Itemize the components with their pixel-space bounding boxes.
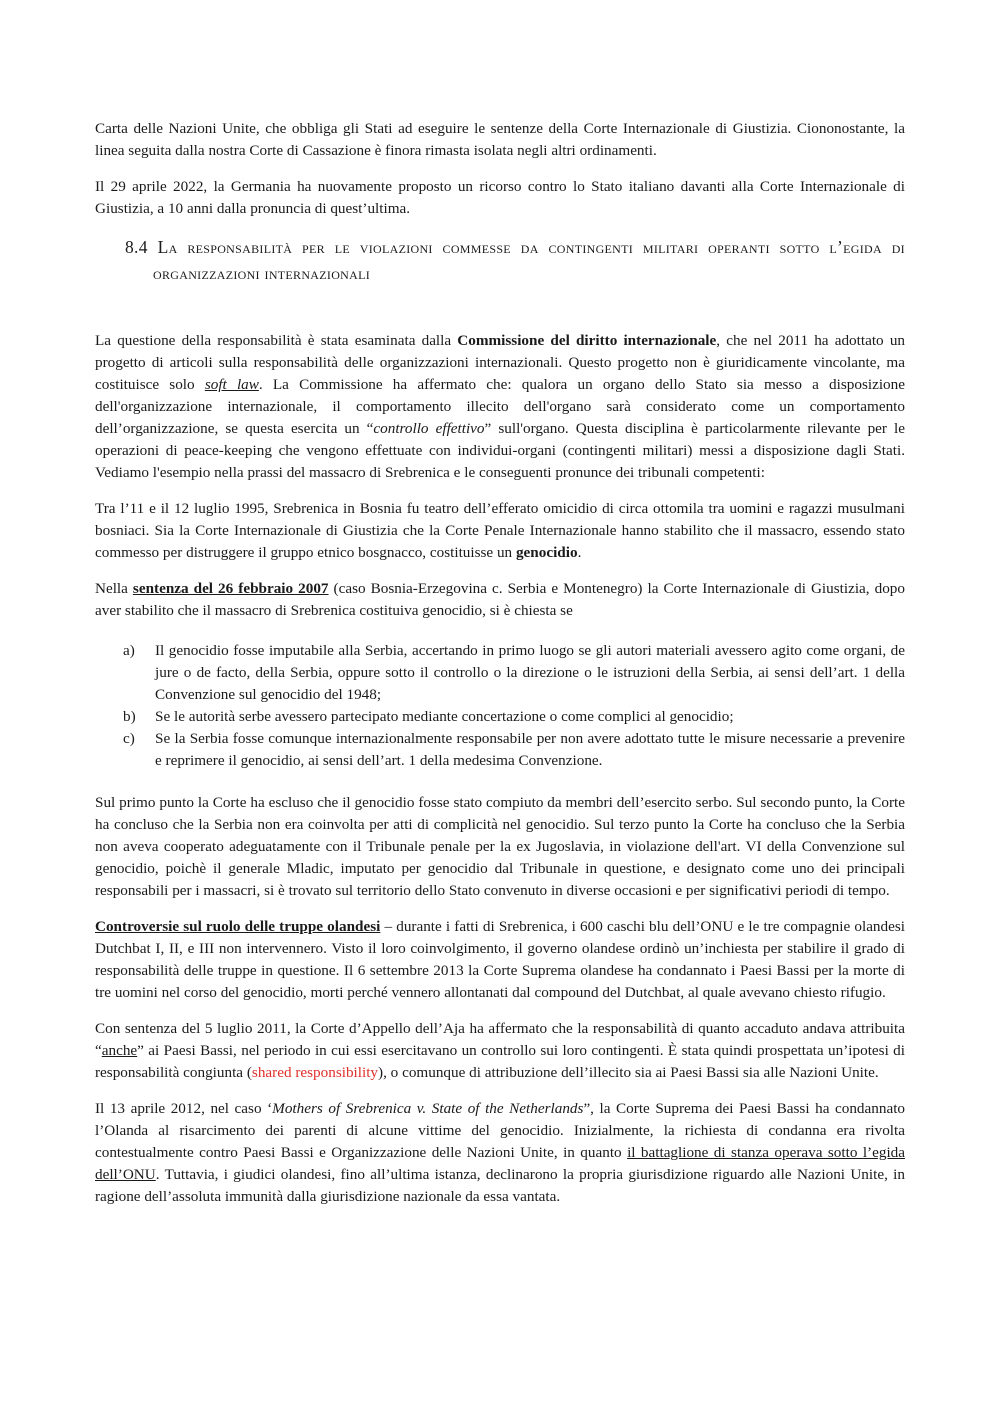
case-name: Mothers of Srebrenica v. State of the Netherlands [272,1100,584,1117]
battaglione-underlined: il battaglione di stanza operava sotto l’egida dell’ONU [95,1144,905,1183]
paragraph-carta-nazioni-unite: Carta delle Nazioni Unite, che obbliga gli Stati ad eseguire le sentenze della Corte Internazionale di Giustizia. Ciononostante, la linea seguita dalla nostra Corte di Cassazione è finora rimasta isolata negli altri ordinamenti. [95,120,905,159]
list-item: c) Se la Serbia fosse comunque internazionalmente responsabile per non avere adottato tutte le misure necessarie a prevenire e reprimere il genocidio, ai sensi dell’art. 1 della medesima Convenzione. [123,730,905,769]
section-heading [125,234,905,286]
paragraph-commissione: La questione della responsabilità è stata esaminata dalla Commissione del diritto internazionale, che nel 2011 ha adottato un progetto di articoli sulla responsabilità delle organizzazioni internazionali. Questo progetto non è giuridicamente vincolante, ma costituisce solo soft law. La Commissione ha affermato che: qualora un organo dello Stato sia messo a disposizione dell'organizzazione internazionale, il comportamento illecito dell'organo sarà considerato come un comportamento dell’organizzazione, se questa esercita un “controllo effettivo” sull'organo. Questa disciplina è particolarmente rilevante per le operazioni di peace-keeping che vengono effettuate con individui-organi (contingenti militari) messi a disposizione dagli Stati. Vediamo l'esempio nella prassi del massacro di Srebrenica e le conseguenti pronunce dei tribunali competenti: [95,332,906,481]
section-title: a responsabilità per le violazioni commesse da contingenti militari operanti sotto l’egida di organizzazioni internazionali [153,237,905,283]
list-item: b) Se le autorità serbe avessero partecipato mediante concertazione o come complici al genocidio; [123,708,734,725]
list-item: a) Il genocidio fosse imputabile alla Serbia, accertando in primo luogo se gli autori materiali avessero agito come organi, de jure o de facto, della Serbia, oppure sotto il controllo o la direzione o le istruzioni della Serbia, ai sensi dell’art. 1 della Convenzione sul genocidio del 1948; [123,642,905,703]
paragraph-sentenza-2007: Nella sentenza del 26 febbraio 2007 (caso Bosnia-Erzegovina c. Serbia e Montenegro) la Corte Internazionale di Giustizia, dopo aver stabilito che il massacro di Srebrenica costituiva genocidio, si è chiesta se [95,580,905,619]
sentenza-2007-link: sentenza del 26 febbraio 2007 [132,580,329,597]
paragraph-truppe-olandesi: Controversie sul ruolo delle truppe olandesi – durante i fatti di Srebrenica, i 600 caschi blu dell’ONU e le tre compagnie olandesi Dutchbat I, II, e III non intervennero. Visto il loro coinvolgimento, il governo olandese ordinò un’inchiesta per stabilire il grado di responsabilità delle truppe in questione. Il 6 settembre 2013 la Corte Suprema olandese ha condannato i Paesi Bassi per la morte di tre uomini nel corso del genocidio, morti perché vennero allontanati dal compound del Dutchbat, al quale avevano chiesto rifugio. [95,918,905,1001]
paragraph-mothers-srebrenica: Il 13 aprile 2012, nel caso ‘Mothers of Srebrenica v. State of the Netherlands”, la Corte Suprema dei Paesi Bassi ha condannato l’Olanda al risarcimento dei parenti di alcune vittime del genocidio. Inizialmente, la richiesta di condanna era rivolta contestualmente contro Paesi Bassi e Organizzazione delle Nazioni Unite, in quanto il battaglione di stanza operava sotto l’egida dell’ONU. Tuttavia, i giudici olandesi, fino all’ultima istanza, declinarono la propria giurisdizione riguardo alle Nazioni Unite, in ragione dell’assoluta immunità dalla giurisdizione nazionale da essa vantata. [95,1100,906,1205]
shared-responsibility-term: shared responsibility [251,1064,379,1081]
truppe-olandesi-heading: Controversie sul ruolo delle truppe olandesi [95,918,381,935]
section-title-initial: L [157,237,169,257]
questions-list [95,640,905,772]
genocidio-bold: genocidio [515,544,578,561]
paragraph-ricorso-germania: Il 29 aprile 2022, la Germania ha nuovamente proposto un ricorso contro lo Stato italiano davanti alla Corte Internazionale di Giustizia, a 10 anni dalla pronuncia di quest’ultima. [95,178,905,217]
paragraph-punti-corte: Sul primo punto la Corte ha escluso che il genocidio fosse stato compiuto da membri dell’esercito serbo. Sul secondo punto, la Corte ha concluso che la Serbia non era coinvolta per atti di complicità nel genocidio. Sul terzo punto la Corte ha concluso che la Serbia non aveva cooperato adeguatamente con il Tribunale penale per la ex Jugoslavia, in violazione dell'art. VI della Convenzione sul genocidio, poichè il generale Mladic, imputato per genocidio dal Tribunale in questione, e designato come uno dei principali responsabili per i massacri, si è trovato sul territorio dello Stato convenuto in diverse occasioni e per significativi periodi di tempo. [95,794,905,899]
paragraph-srebrenica: Tra l’11 e il 12 luglio 1995, Srebrenica in Bosnia fu teatro dell’efferato omicidio di circa ottomila tra uomini e ragazzi musulmani bosniaci. Sia la Corte Internazionale di Giustizia che la Corte Penale Internazionale hanno stabilito che il massacro, essendo stato commesso per distruggere il gruppo etnico bosgnacco, costituisse un genocidio. [95,500,905,561]
paragraph-corte-appello-aja: Con sentenza del 5 luglio 2011, la Corte d’Appello dell’Aja ha affermato che la responsabilità di quanto accaduto andava attribuita “anche” ai Paesi Bassi, nel periodo in cui essi esercitavano un controllo sui loro contingenti. È stata quindi prospettata un’ipotesi di responsabilità congiunta (shared responsibility), o comunque di attribuzione dell’illecito sia ai Paesi Bassi sia alle Nazioni Unite. [95,1020,905,1081]
anche-term: anche [101,1042,138,1059]
section-number: 8.4 [125,237,148,257]
soft-law-term: soft law [204,376,259,393]
controllo-effettivo-term: controllo effettivo [373,420,485,437]
commissione-bold: Commissione del diritto internazionale [457,332,717,349]
document-page [95,118,905,1222]
